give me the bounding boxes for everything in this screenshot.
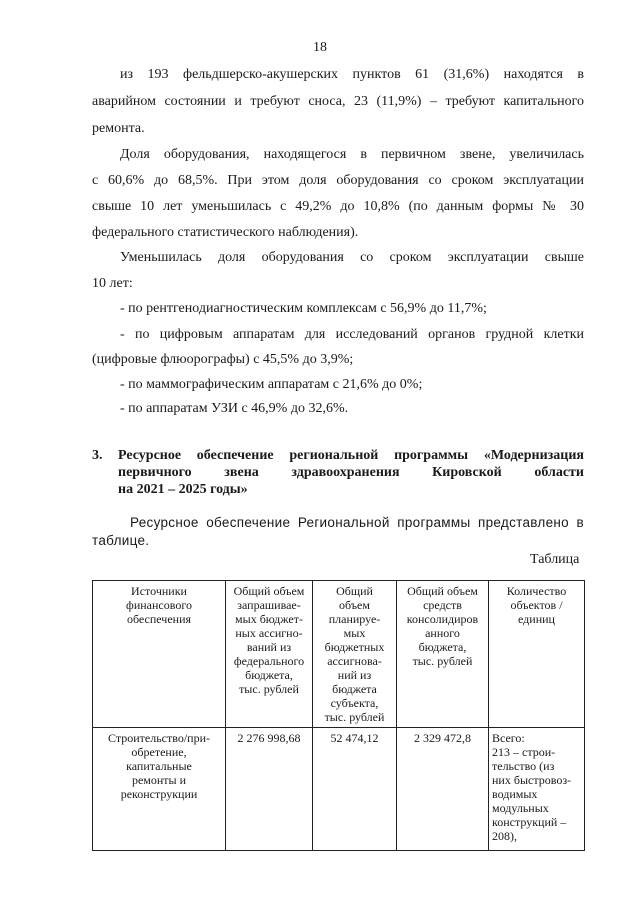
table-header-row xyxy=(93,581,585,728)
resource-table xyxy=(92,580,585,851)
bullet-ultrasound: - по аппаратам УЗИ с 46,9% до 32,6%. xyxy=(120,401,349,416)
section-number: 3. xyxy=(92,448,103,463)
intro-line-1: Ресурсное обеспечение Региональной программы представлено в xyxy=(130,515,584,530)
paragraph-3-line-2: 10 лет: xyxy=(92,276,133,291)
section-title-line-2: первичного звена здравоохранения Кировской области xyxy=(118,465,584,480)
paragraph-1-line-3: ремонта. xyxy=(92,121,145,136)
paragraph-2-line-2: с 60,6% до 68,5%. При этом доля оборудования со сроком эксплуатации xyxy=(92,173,584,188)
bullet-mammography: - по маммографическим аппаратам с 21,6% до 0%; xyxy=(120,377,423,392)
intro-line-2: таблице. xyxy=(92,533,150,548)
bullet-digital-line-1: - по цифровым аппаратам для исследований органов грудной клетки xyxy=(120,327,584,342)
cell-object-count: Всего: 213 – строи- тельство (из них быстровоз- водимых модульных конструкций – 208), xyxy=(489,728,585,851)
header-object-count: Количество объектов / единиц xyxy=(489,581,585,728)
paragraph-2-line-1: Доля оборудования, находящегося в первичном звене, увеличилась xyxy=(120,147,584,162)
cell-federal-budget: 2 276 998,68 xyxy=(226,728,313,851)
paragraph-2-line-4: федерального статистического наблюдения). xyxy=(92,225,359,240)
cell-regional-budget: 52 474,12 xyxy=(313,728,397,851)
table-caption: Таблица xyxy=(530,552,580,567)
paragraph-1-line-2: аварийном состоянии и требуют сноса, 23 (11,9%) – требуют капитального xyxy=(92,94,584,109)
header-federal-budget: Общий объем запрашивае- мых бюджет- ных ассигно- ваний из федерального бюджета, тыс. рублей xyxy=(226,581,313,728)
header-consolidated-budget: Общий объем средств консолидиров анного бюджета, тыс. рублей xyxy=(397,581,489,728)
page-number: 18 xyxy=(313,40,327,55)
paragraph-3-line-1: Уменьшилась доля оборудования со сроком эксплуатации свыше xyxy=(120,250,584,265)
cell-consolidated-budget: 2 329 472,8 xyxy=(397,728,489,851)
paragraph-2-line-3: свыше 10 лет уменьшилась с 49,2% до 10,8% (по данным формы № 30 xyxy=(92,199,584,214)
bullet-digital-line-2: (цифровые флюорографы) с 45,5% до 3,9%; xyxy=(92,352,354,367)
section-title-line-1: Ресурсное обеспечение региональной программы «Модернизация xyxy=(118,448,584,463)
bullet-xray: - по рентгенодиагностическим комплексам с 56,9% до 11,7%; xyxy=(120,301,487,316)
paragraph-1-line-1: из 193 фельдшерско-акушерских пунктов 61 (31,6%) находятся в xyxy=(120,67,584,82)
cell-funding-source: Строительство/при- обретение, капитальные ремонты и реконструкции xyxy=(93,728,226,851)
section-title-line-3: на 2021 – 2025 годы» xyxy=(118,482,248,497)
header-regional-budget: Общий объем планируе- мых бюджетных ассигнова- ний из бюджета субъекта, тыс. рублей xyxy=(313,581,397,728)
header-funding-source: Источники финансового обеспечения xyxy=(93,581,226,728)
table-row xyxy=(93,728,585,851)
